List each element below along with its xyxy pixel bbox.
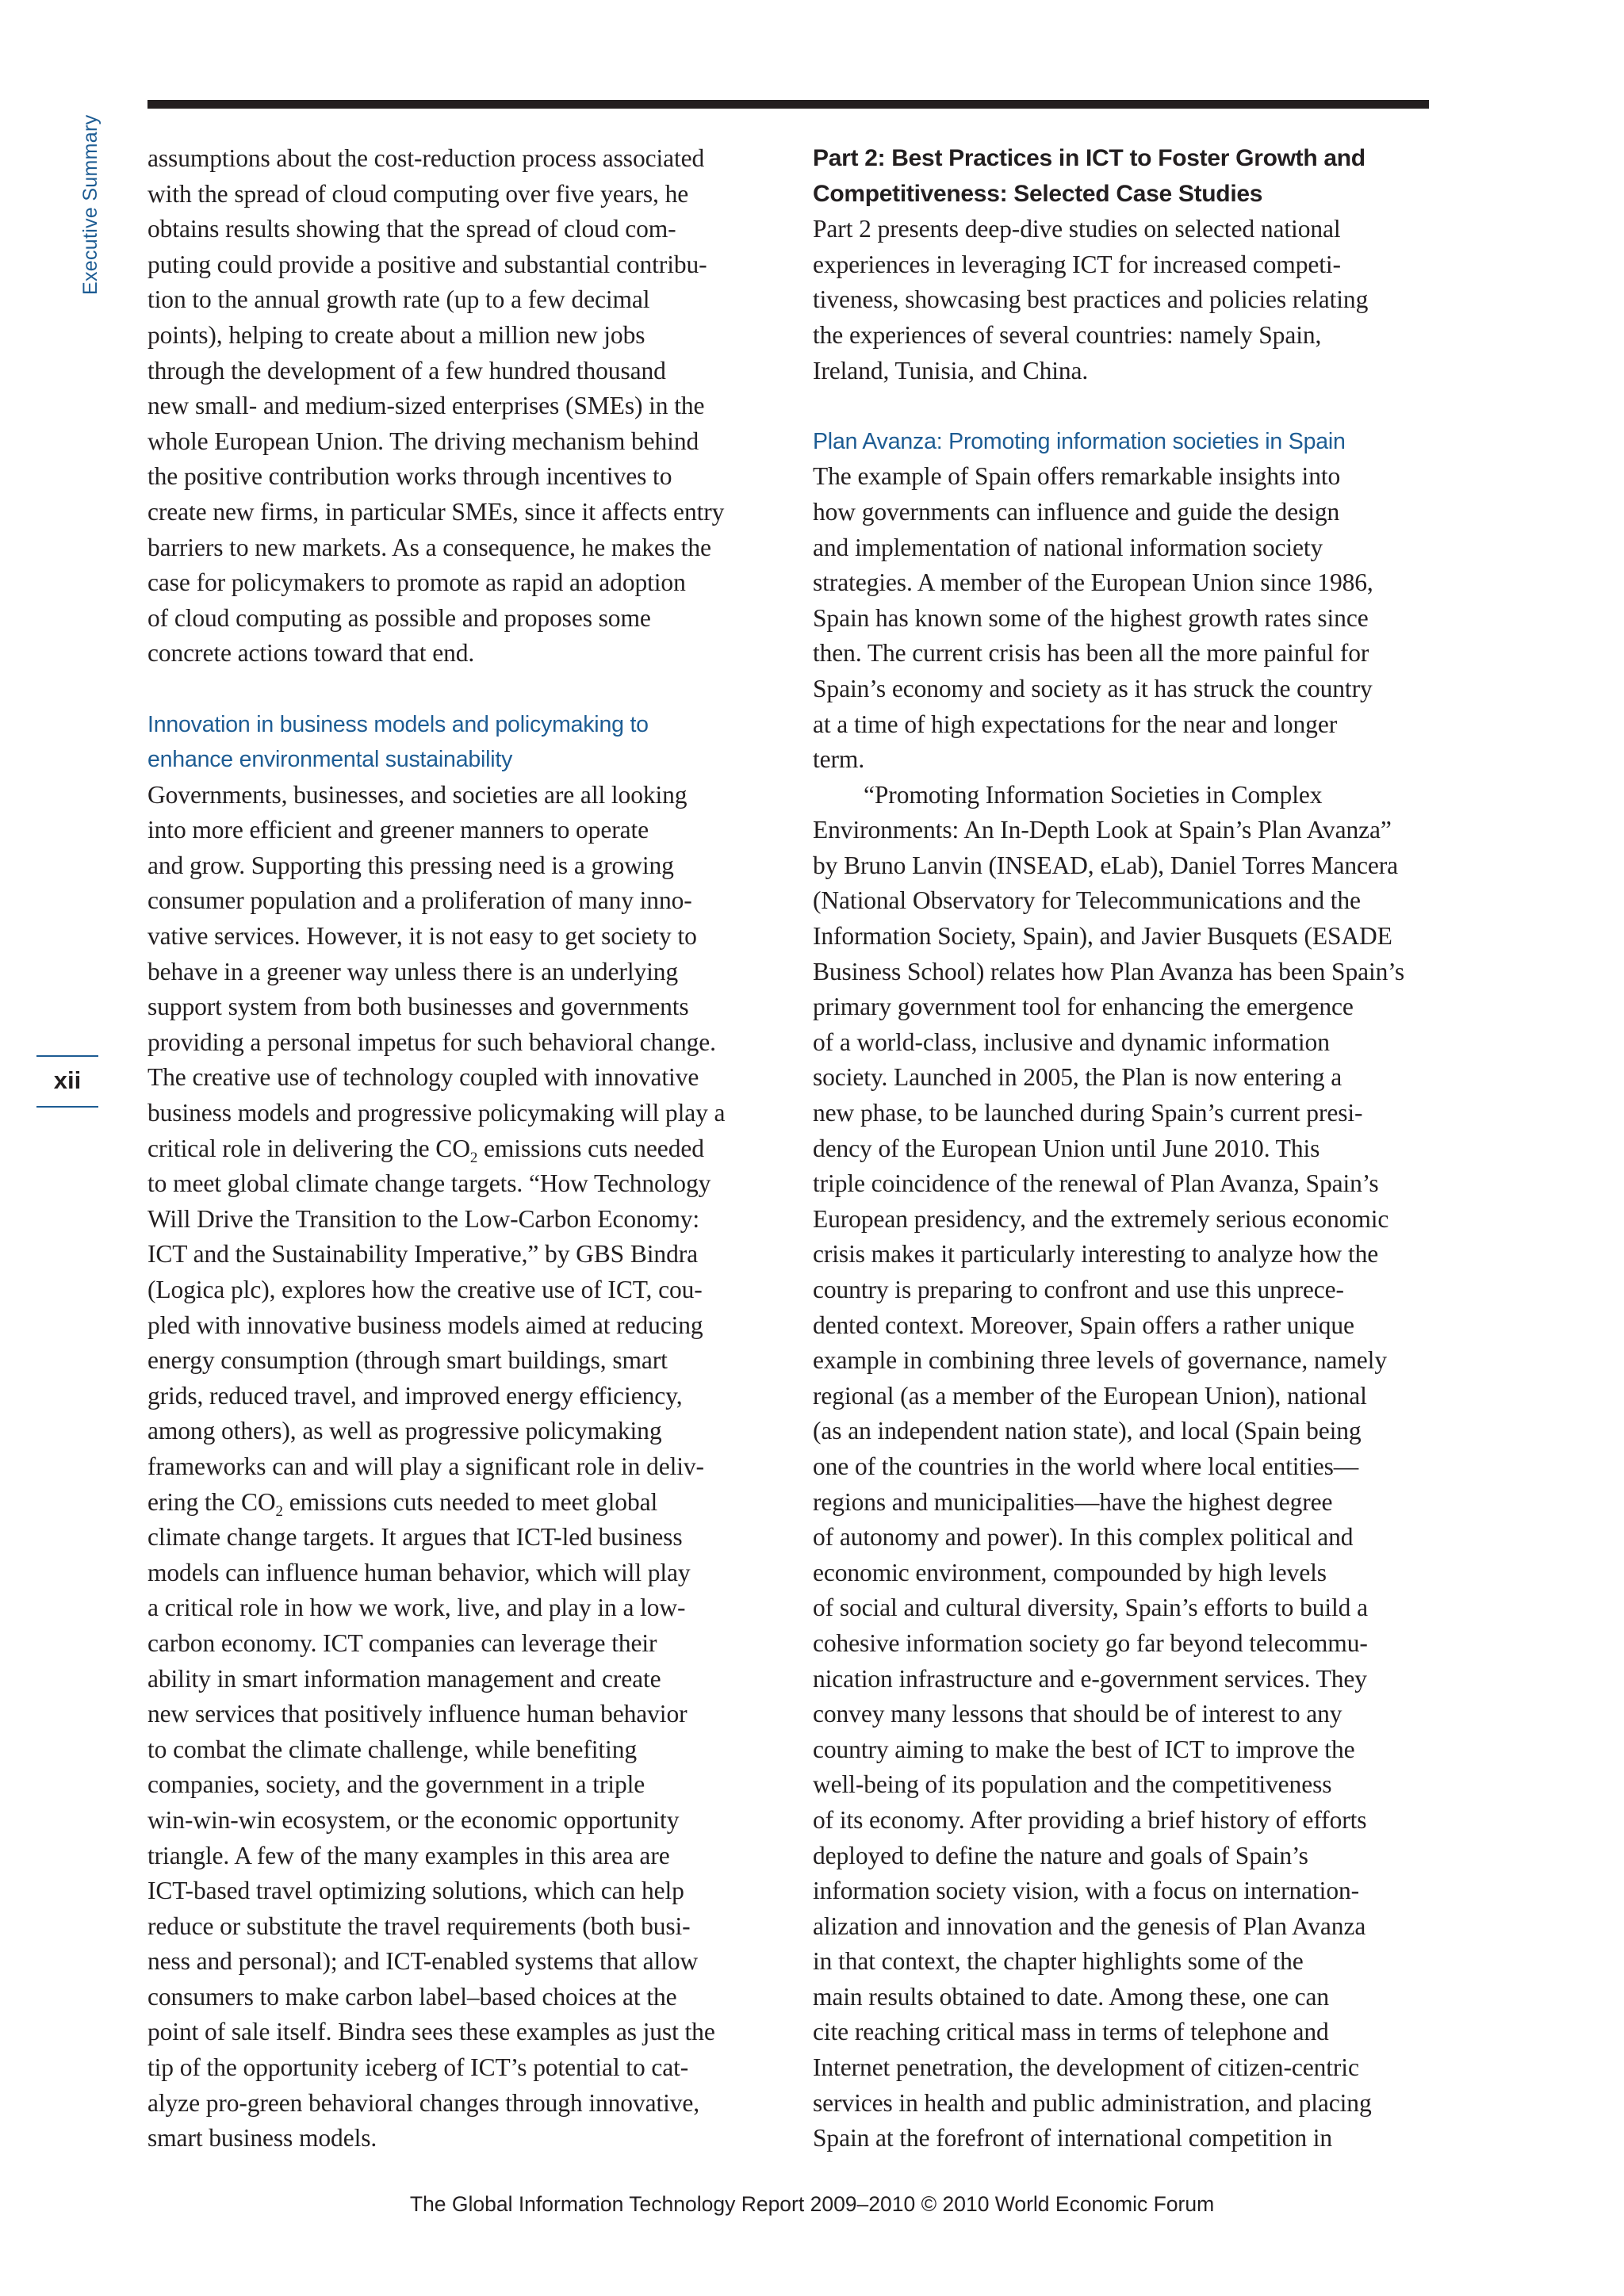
text-line: regions and municipalities—have the highest degree — [813, 1487, 1333, 1516]
text-line: European presidency, and the extremely serious economic — [813, 1204, 1389, 1233]
text-line: case for policymakers to promote as rapid an adoption — [147, 568, 686, 597]
text-line: among others), as well as progressive policymaking — [147, 1417, 662, 1445]
text-line: (Logica plc), explores how the creative use of ICT, cou- — [147, 1276, 703, 1303]
text-line: primary government tool for enhancing the emergence — [813, 993, 1354, 1021]
text-line: alyze pro-green behavioral changes through innovative, — [147, 2088, 700, 2117]
subheading-line: enhance environmental sustainability — [147, 747, 513, 773]
text-line: Information Society, Spain), and Javier Busquets (ESADE — [813, 922, 1392, 951]
text-line: of autonomy and power). In this complex political and — [813, 1523, 1354, 1552]
text-line: Internet penetration, the development of citizen-centric — [813, 2053, 1359, 2082]
text-line: with the spread of cloud computing over five years, he — [147, 179, 689, 208]
text-line: puting could provide a positive and substantial contribu- — [147, 250, 707, 278]
text-line: new services that positively influence human behavior — [147, 1700, 688, 1728]
text-line: Part 2 presents deep-dive studies on selected national — [813, 215, 1341, 243]
text-line: and implementation of national information society — [813, 533, 1323, 561]
text-line: society. Launched in 2005, the Plan is now entering a — [813, 1063, 1342, 1092]
text-line: providing a personal impetus for such behavioral change. — [147, 1027, 716, 1056]
text-line: reduce or substitute the travel requirements (both busi- — [147, 1911, 691, 1940]
text-line: country is preparing to confront and use this unprece- — [813, 1276, 1344, 1303]
text-line: climate change targets. It argues that ICT-led business — [147, 1523, 683, 1552]
text-line: ability in smart information management and create — [147, 1664, 661, 1693]
text-line: cite reaching critical mass in terms of telephone and — [813, 2018, 1329, 2046]
text-line: tion to the annual growth rate (up to a few decimal — [147, 285, 650, 314]
text-line: and grow. Supporting this pressing need is a growing — [147, 851, 674, 879]
page-number-rule-bottom — [36, 1106, 98, 1108]
page-number-block — [36, 1055, 98, 1108]
right-paragraph-spain-intro — [813, 459, 1439, 777]
text-line: carbon economy. ICT companies can leverage their — [147, 1628, 657, 1657]
text-line: whole European Union. The driving mechanism behind — [147, 427, 699, 455]
text-line-co2-1: critical role in delivering the $CO_2$ emissions cuts needed — [147, 1134, 704, 1166]
left-subheading — [147, 707, 766, 778]
text-line: triple coincidence of the renewal of Plan Avanza, Spain’s — [813, 1169, 1379, 1198]
text-line: crisis makes it particularly interesting to analyze how the — [813, 1240, 1379, 1269]
text-line: smart business models. — [147, 2124, 377, 2152]
text-line: triangle. A few of the many examples in this area are — [147, 1841, 670, 1869]
text-line: experiences in leveraging ICT for increased competi- — [813, 250, 1341, 278]
left-column — [147, 141, 766, 2156]
text-line: economic environment, compounded by high levels — [813, 1558, 1327, 1586]
text-line: of a world-class, inclusive and dynamic information — [813, 1027, 1330, 1056]
text-line: companies, society, and the government in a triple — [147, 1770, 645, 1799]
page-number-rule-top — [36, 1055, 98, 1057]
text-line: new small- and medium-sized enterprises (SMEs) in the — [147, 392, 705, 420]
paragraph-gap — [813, 388, 1439, 424]
text-line: create new firms, in particular SMEs, since it affects entry — [147, 497, 725, 526]
text-line: to combat the climate challenge, while benefiting — [147, 1735, 637, 1763]
text-line: nication infrastructure and e-government services. They — [813, 1664, 1367, 1693]
text-line: point of sale itself. Bindra sees these examples as just the — [147, 2018, 715, 2046]
text-line: tip of the opportunity iceberg of ICT’s potential to cat- — [147, 2053, 689, 2082]
text-line: Spain at the forefront of international competition in — [813, 2124, 1333, 2152]
text-line: pled with innovative business models aimed at reducing — [147, 1311, 703, 1339]
text-line: behave in a greener way unless there is an underlying — [147, 957, 679, 985]
text-line: cohesive information society go far beyond telecommu- — [813, 1628, 1368, 1657]
text-line: ICT and the Sustainability Imperative,” by GBS Bindra — [147, 1240, 699, 1269]
text-line: concrete actions toward that end. — [147, 639, 475, 668]
text-line: Spain has known some of the highest growth rates since — [813, 603, 1369, 632]
text-line: consumer population and a proliferation of many inno- — [147, 886, 692, 915]
text-line: by Bruno Lanvin (INSEAD, eLab), Daniel Torres Mancera — [813, 851, 1399, 879]
text-line: Ireland, Tunisia, and China. — [813, 356, 1089, 385]
text-line: through the development of a few hundred thousand — [147, 356, 666, 385]
text-line: deployed to define the nature and goals of Spain’s — [813, 1841, 1308, 1869]
text-line: the experiences of several countries: namely Spain, — [813, 320, 1322, 349]
text-line: ness and personal); and ICT-enabled systems that allow — [147, 1947, 699, 1976]
text-line: information society vision, with a focus on internation- — [813, 1877, 1360, 1905]
page-footer: The Global Information Technology Report 2009–2010 © 2010 World Economic Forum — [409, 2192, 1215, 2216]
text-line: how governments can influence and guide the design — [813, 497, 1340, 526]
text-line: obtains results showing that the spread of cloud com- — [147, 215, 676, 243]
text-line: at a time of high expectations for the near and longer — [813, 710, 1338, 738]
text-line: support system from both businesses and governments — [147, 993, 689, 1021]
page-number: xii — [53, 1066, 82, 1094]
text-line: alization and innovation and the genesis of Plan Avanza — [813, 1911, 1366, 1940]
paragraph-gap — [147, 672, 766, 707]
text-line: services in health and public administration, and placing — [813, 2088, 1372, 2117]
text-line: (as an independent nation state), and local (Spain being — [813, 1417, 1362, 1445]
text-line: strategies. A member of the European Union since 1986, — [813, 568, 1373, 597]
text-line: ICT-based travel optimizing solutions, which can help — [147, 1877, 684, 1905]
right-paragraph-part2-intro — [813, 212, 1439, 388]
text-line: business models and progressive policymaking will play a — [147, 1099, 726, 1127]
text-line: of social and cultural diversity, Spain’s efforts to build a — [813, 1594, 1368, 1622]
text-line: one of the countries in the world where local entities— — [813, 1452, 1359, 1480]
left-paragraph-environment — [147, 778, 766, 2156]
text-line: to meet global climate change targets. “How Technology — [147, 1169, 711, 1198]
text-line: regional (as a member of the European Union), national — [813, 1381, 1367, 1410]
text-line: (National Observatory for Telecommunications and the — [813, 886, 1361, 915]
right-column — [813, 141, 1439, 2156]
text-line: of cloud computing as possible and proposes some — [147, 603, 651, 632]
text-line: energy consumption (through smart buildings, smart — [147, 1346, 668, 1375]
text-line: assumptions about the cost-reduction process associated — [147, 144, 705, 172]
text-line: vative services. However, it is not easy to get society to — [147, 922, 697, 951]
right-subheading: Plan Avanza: Promoting information societies in Spain — [813, 428, 1346, 454]
text-line: frameworks can and will play a significant role in deliv- — [147, 1452, 704, 1480]
text-line: consumers to make carbon label–based choices at the — [147, 1982, 677, 2011]
text-line: Governments, businesses, and societies are all looking — [147, 780, 688, 809]
text-line: a critical role in how we work, live, and play in a low- — [147, 1594, 686, 1622]
text-line: country aiming to make the best of ICT to improve the — [813, 1735, 1355, 1763]
text-line: The creative use of technology coupled with innovative — [147, 1063, 699, 1092]
heading-line: Competitiveness: Selected Case Studies — [813, 180, 1263, 207]
text-line: “Promoting Information Societies in Complex — [864, 780, 1323, 809]
top-rule — [147, 100, 1429, 109]
text-line: Business School) relates how Plan Avanza has been Spain’s — [813, 957, 1405, 985]
text-line: The example of Spain offers remarkable insights into — [813, 462, 1341, 491]
text-line: Environments: An In-Depth Look at Spain’s Plan Avanza” — [813, 816, 1392, 844]
text-line: in that context, the chapter highlights some of the — [813, 1947, 1304, 1976]
text-line-co2-2: ering the $CO_2$ emissions cuts needed to meet global — [147, 1487, 658, 1520]
text-line: models can influence human behavior, which will play — [147, 1558, 691, 1586]
text-line: Spain’s economy and society as it has struck the country — [813, 674, 1373, 702]
text-line: the positive contribution works through incentives to — [147, 462, 672, 491]
text-line: Will Drive the Transition to the Low-Carbon Economy: — [147, 1204, 700, 1233]
text-line: term. — [813, 745, 865, 774]
text-line: then. The current crisis has been all the more painful for — [813, 639, 1369, 668]
text-line: tiveness, showcasing best practices and policies relating — [813, 285, 1369, 314]
text-line: dented context. Moreover, Spain offers a rather unique — [813, 1311, 1354, 1339]
text-line: new phase, to be launched during Spain’s current presi- — [813, 1099, 1363, 1127]
text-line: of its economy. After providing a brief history of efforts — [813, 1805, 1367, 1834]
subheading-line: Innovation in business models and policymaking to — [147, 711, 649, 737]
text-line: well-being of its population and the competitiveness — [813, 1770, 1332, 1799]
text-line: barriers to new markets. As a consequence, he makes the — [147, 533, 711, 561]
part-2-heading — [813, 141, 1439, 212]
left-paragraph-cloud — [147, 141, 766, 672]
heading-line: Part 2: Best Practices in ICT to Foster Growth and — [813, 145, 1365, 171]
right-paragraph-plan-avanza — [813, 778, 1439, 2156]
text-line: dency of the European Union until June 2010. This — [813, 1134, 1320, 1162]
text-line: grids, reduced travel, and improved energy efficiency, — [147, 1381, 683, 1410]
text-line: main results obtained to date. Among these, one can — [813, 1982, 1329, 2011]
text-line: points), helping to create about a million new jobs — [147, 320, 645, 349]
text-line: win-win-win ecosystem, or the economic opportunity — [147, 1805, 680, 1834]
text-line: into more efficient and greener manners to operate — [147, 816, 649, 844]
running-section-label: Executive Summary — [79, 114, 102, 295]
text-line: convey many lessons that should be of interest to any — [813, 1700, 1342, 1728]
text-line: example in combining three levels of governance, namely — [813, 1346, 1387, 1375]
